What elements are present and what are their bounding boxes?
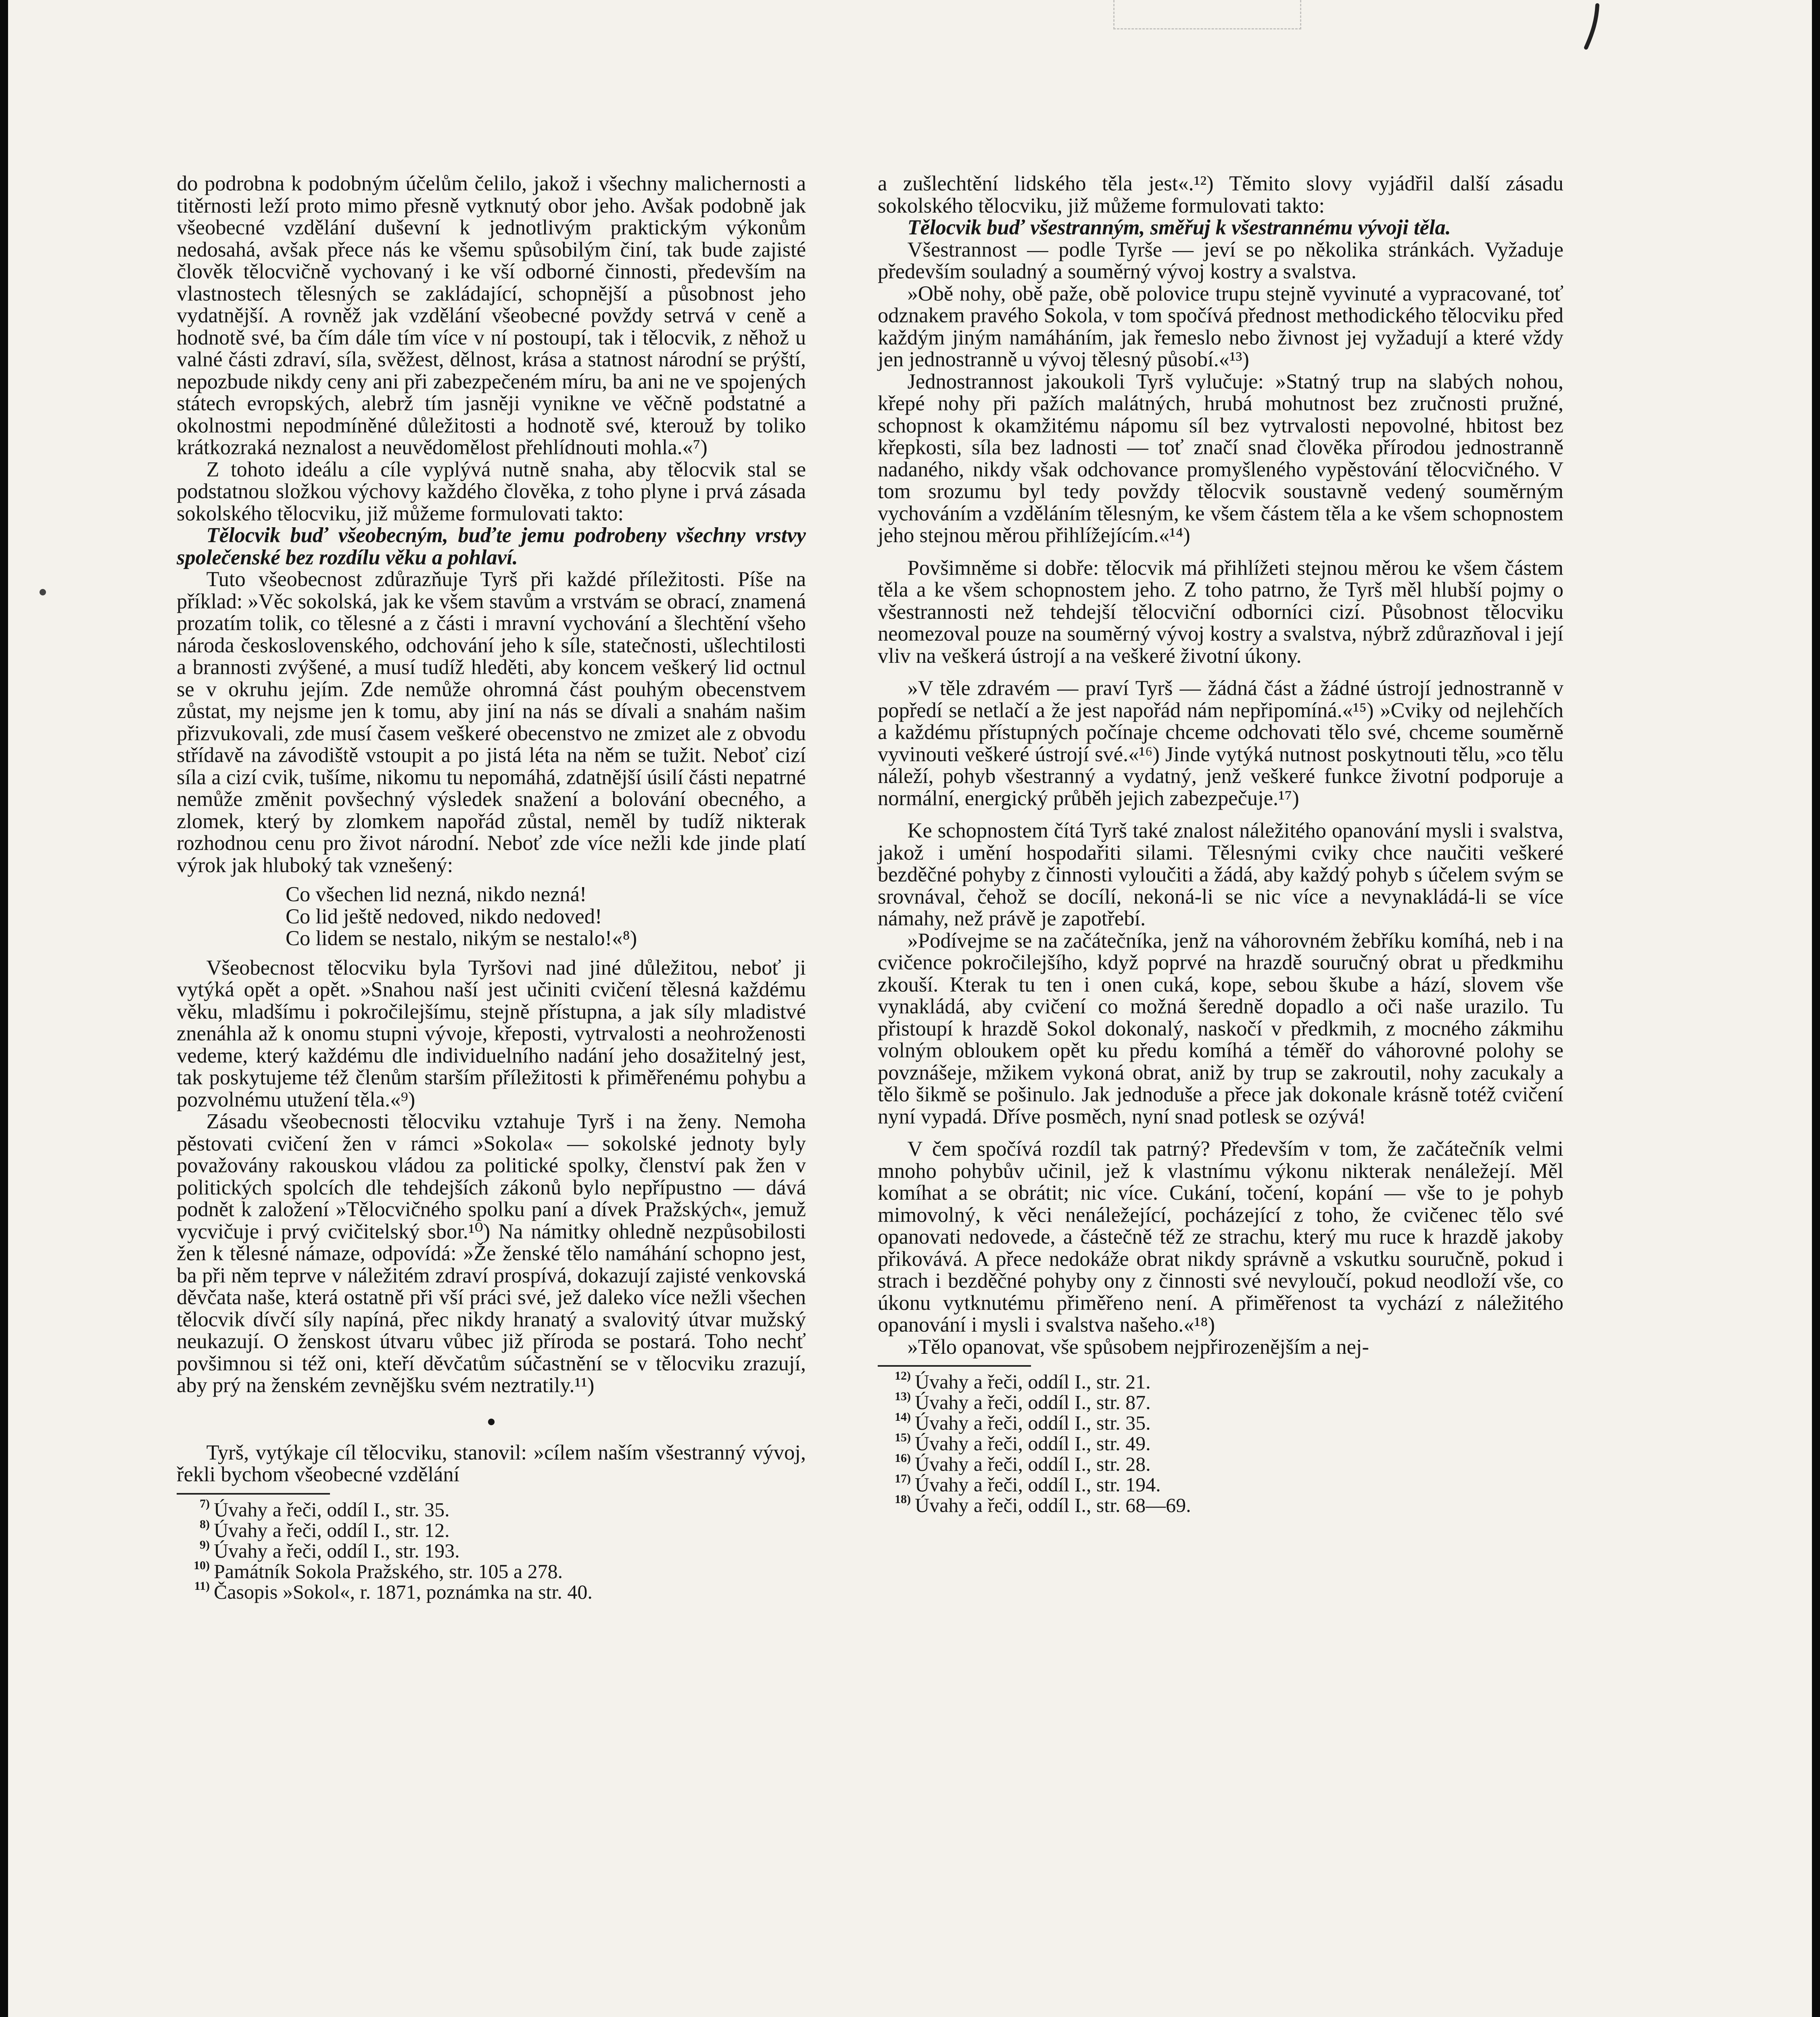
right-column [878, 173, 1563, 1516]
footnote: 9) Úvahy a řeči, oddíl I., str. 193. [200, 1538, 460, 1562]
paragraph: »Podívejme se na začátečníka, jenž na váhorovném žebříku komíhá, neb i na cvičence pokročilejšího, když poprvé na hrazdě souručný obrat u předkmihu zkouší. Kterak tu ten i onen cuká, kope, sebou škube a hází, slovem vše vynakládá, aby cvičení co možná šeredně dopadlo a oči naše urazilo. Tu přistoupí k hrazdě Sokol dokonalý, naskočí v předkmih, z mocného zákmihu volným obloukem opět ku předu komíhá a téměř do váhorovné polohy se povznášeje, mžikem vykoná obrat, aniž by trup se zakroutil, nohy zacukaly a tělo šikmě se pošinulo. Jak jednoduše a přece jak dokonale krásně totéž cvičení nyní vypadá. Dříve posměch, nyní snad potlesk se ozývá! [878, 929, 1563, 1128]
paragraph: »Obě nohy, obě paže, obě polovice trupu stejně vyvinuté a vypracované, toť odznakem pravého Sokola, v tom spočívá přednost methodického tělocviku před každým jiným namáháním, jak řemeslo nebo živnost jej vyžadují a které vždy jen jednostranně u vývoj tělesný působí.«¹³) [878, 282, 1563, 371]
margin-speck [40, 589, 46, 595]
footnote: 12) Úvahy a řeči, oddíl I., str. 21. [895, 1369, 1151, 1393]
footnotes [177, 1499, 806, 1602]
corner-pen-mark [1581, 3, 1605, 52]
footnote: 10) Památník Sokola Pražského, str. 105 a 278. [194, 1558, 563, 1583]
paragraph: Všestrannost — podle Tyrše — jeví se po několika stránkách. Vyžaduje především souladný a souměrný vývoj kostry a svalstva. [878, 238, 1563, 283]
footnote-rule [878, 1365, 1031, 1367]
paragraph: Tuto všeobecnost zdůrazňuje Tyrš při každé příležitosti. Píše na příklad: »Věc sokolská, jak ke všem stavům a vrstvám se obrací, znamená prozatím tolik, co tělesné a z části i mravní vychování a šlechtění všeho národa československého, odchování jeho k síle, statečnosti, ušlechtilosti a brannosti zvýšené, a musí tudíž hleděti, aby koncem veškerý lid octnul se v okruhu jejím. Zde nemůže ohromná část pouhým obecenstvem zůstat, my nejsme jen k tomu, aby jiní na nás se dívali a snahám našim přizvukovali, zde musí časem veškeré obecenstvo ne zmizet ale z obvodu střídavě na závodiště vstoupit a po jistá léta na něm se tužit. Neboť cizí síla a cizí cvik, tušíme, nikomu tu nepomáhá, zdatnější úsilí části nepatrné nemůže změnit povšechný výsledek snažení a bolování obecného, a zlomek, který by zlomkem napořád zůstal, neměl by tudíž nikterak rozhodnou cenu pro život národní. Neboť zde více nežli kde jinde platí výrok jak hluboký tak vznešený: [177, 568, 806, 877]
footnote-rule [177, 1493, 330, 1495]
paragraph: Jednostrannost jakoukoli Tyrš vylučuje: »Statný trup na slabých nohou, křepé nohy při pažích malátných, hrubá mohutnost bez zručnosti pružné, schopnost k okamžitému nápomu síl bez vytrvalosti nepovolné, hbitost bez křepkosti, síla bez ladnosti — toť značí snad člověka přírodou jednostranně nadaného, nikdy však odchovance promyšleného vypěstování tělocvičného. V tom srozumu byl tedy povždy tělocvik soustavně vedený souměrným vychováním a vzděláním tělesným, ke všem částem těla a ke všem schopnostem jeho stejnou měrou přihlížejícím.«¹⁴) [878, 370, 1563, 547]
verse-line: Co lidem se nestalo, nikým se nestalo!«⁸) [286, 927, 637, 950]
verse-line: Co všechen lid nezná, nikdo nezná! [286, 883, 587, 906]
footnote: 8) Úvahy a řeči, oddíl I., str. 12. [200, 1517, 450, 1541]
footnotes [878, 1369, 1563, 1516]
verse-line: Co lid ještě nedoved, nikdo nedoved! [286, 904, 602, 928]
left-column [177, 173, 806, 1602]
footnote: 14) Úvahy a řeči, oddíl I., str. 35. [895, 1410, 1151, 1434]
paragraph: a zušlechtění lidského těla jest«.¹²) Těmito slovy vyjádřil další zásadu sokolského tělocviku, již můžeme formulovati takto: [878, 172, 1563, 217]
paragraph: V čem spočívá rozdíl tak patrný? Především v tom, že začátečník velmi mnoho pohybův učinil, jež k vlastnímu výkonu nikterak nenáležejí. Měl komíhat a se obrátit; nic více. Cukání, točení, kopání — vše to je pohyb mimovolný, k věci nenáležející, pocházející z toho, že cvičenec tělo své opanovati nedovede, a částečně též ze strachu, který mu ruce k hrazdě jakoby přikovává. A přece nedokáže obrat nikdy správně a vskutku souručně, pokud i strach i bezděčné pohyby ony z činnosti své nevyloučí, pokud neodloží vše, co úkonu vytknutému přiměřeno není. A přiměřenost ta vychází z náležitého opanování i mysli i svalstva našeho.«¹⁸) [878, 1137, 1563, 1336]
paragraph: Povšimněme si dobře: tělocvik má přihlížeti stejnou měrou ke všem částem těla a ke všem schopnostem jeho. Z toho patrno, že Tyrš měl hlubší pojmy o všestrannosti než tehdejší tělocviční odborníci cizí. Působnost tělocviku neomezoval pouze na souměrný vývoj kostry a svalstva, nýbrž zdůrazňoval i její vliv na veškerá ústrojí a na veškeré životní úkony. [878, 556, 1563, 668]
footnote: 17) Úvahy a řeči, oddíl I., str. 194. [895, 1472, 1161, 1496]
footnote: 13) Úvahy a řeči, oddíl I., str. 87. [895, 1390, 1151, 1414]
footnote: 7) Úvahy a řeči, oddíl I., str. 35. [200, 1497, 450, 1521]
principle-statement: Tělocvik buď všeobecným, buďte jemu podrobeny všechny vrstvy společenské bez rozdílu věku a pohlaví. [177, 524, 806, 569]
footnote: 15) Úvahy a řeči, oddíl I., str. 49. [895, 1431, 1151, 1455]
verse-quote [177, 883, 806, 950]
paragraph: »V těle zdravém — praví Tyrš — žádná část a žádné ústrojí jednostranně v popředí se netlačí a že jest napořád nám nepřipomíná.«¹⁵) »Cviky od nejlehčích a každému přístupných počínaje chceme odchovati tělo své, chceme souměrně vyvinouti veškeré ústrojí své.«¹⁶) Jinde vytýká nutnost poskytnouti tělu, »co tělu náleží, pohyb všestranný a vydatný, jenž veškeré funkce životní podporuje a normální, energický průběh jejich zabezpečuje.¹⁷) [878, 677, 1563, 810]
paragraph: Z tohoto ideálu a cíle vyplývá nutně snaha, aby tělocvik stal se podstatnou složkou výchovy každého člověka, z toho plyne i prvá zásada sokolského tělocviku, již můžeme formulovati takto: [177, 457, 806, 525]
footnote: 18) Úvahy a řeči, oddíl I., str. 68—69. [895, 1493, 1191, 1516]
paragraph: do podrobna k podobným účelům čelilo, jakož i všechny malichernosti a titěrnosti leží proto mimo přesně vytknutý obor jeho. Avšak podobně jak všeobecné vzdělání duševní k jednotlivým praktickým výkonům nedosahá, avšak přece nás ke všemu spůsobilým činí, tak bude zajisté člověk tělocvičně vychovaný i ke vší odborné činnosti, především na vlastnostech tělesných se zakládající, schopnější a působnost jeho vydatnější. A rovněž jak vzdělání všeobecné povždy setrvá v ceně a hodnotě své, ba čím dále tím více v ní postoupí, tak i tělocvik, z něhož u valné části zdraví, síla, svěžest, dělnost, krása a statnost národní se prýští, nepozbude nikdy ceny ani při zabezpečeném míru, ba ani ne ve spojených státech evropských, alebrž tím jasněji vynikne ve věčně podstatné a okolnostmi nepodmíněné důležitosti a hodnotě své, kterouž by toliko krátkozraká neznalost a neuvědomělost přehlídnouti mohla.«⁷) [177, 172, 806, 459]
paragraph: Všeobecnost tělocviku byla Tyršovi nad jiné důležitou, neboť ji vytýká opět a opět. »Snahou naší jest učiniti cvičení tělesná každému věku, mladšímu i pokročilejšímu, stejně přístupna, a jak síly mladistvé znenáhla až k onomu stupni vývoje, křeposti, vytrvalosti a neohroženosti vedeme, který každému dle individuelního nadání jeho dosažitelný jest, tak poskytujeme též členům starším příležitosti k přiměřenému pohybu a pozvolnému utužení těla.«⁹) [177, 956, 806, 1111]
paragraph: Zásadu všeobecnosti tělocviku vztahuje Tyrš i na ženy. Nemoha pěstovati cvičení žen v rámci »Sokola« — sokolské jednoty byly považovány rakouskou vládou za politické spolky, členství pak žen v politických spolcích dle tehdejších zákonů bylo nepřípustno — dává podnět k založení »Tělocvičného spolku paní a dívek Pražských«, jemuž vycvičuje i prvý cvičitelský sbor.¹⁰) Na námitky ohledně nezpůsobilosti žen k tělesné námaze, odpovídá: »Že ženské tělo namáhání schopno jest, ba při něm teprve v náležitém zdraví prospívá, dokazují zajisté venkovská děvčata naše, která ostatně při vší práci své, jež daleko více nežli všechen tělocvik dívčí síly napíná, přec nikdy hranatý a svalovitý útvar mužský neukazují. O ženskost útvaru vůbec již příroda se postará. Toho nechť povšimnou si též oni, kteří děvčatům súčastnění se v tělocviku zrazují, aby prý na ženském zevnějšku svém neztratily.¹¹) [177, 1110, 806, 1397]
library-stamp-mark [1113, 0, 1301, 29]
document-page [8, 0, 1812, 2017]
paragraph: Ke schopnostem čítá Tyrš také znalost náležitého opanování mysli i svalstva, jakož i umění hospodařiti silami. Tělesnými cviky chce naučiti veškeré bezděčné pohyby z činnosti vyloučiti a žádá, aby každý pohyb s účelem svým se srovnával, čehož se docílí, nekoná-li se nic více a nevynakládá-li se více námahy, než právě je zapotřebí. [878, 819, 1563, 930]
paragraph: Tyrš, vytýkaje cíl tělocviku, stanovil: »cílem naším všestranný vývoj, řekli bychom všeobecné vzdělání [177, 1441, 806, 1486]
footnote: 16) Úvahy a řeči, oddíl I., str. 28. [895, 1451, 1151, 1475]
footnote: 11) Časopis »Sokol«, r. 1871, poznámka na str. 40. [194, 1579, 593, 1603]
principle-statement: Tělocvik buď všestranným, směřuj k všestrannému vývoji těla. [907, 216, 1451, 239]
paragraph: »Tělo opanovat, vše spůsobem nejpřirozenějším a nej- [907, 1335, 1369, 1359]
section-separator: • [487, 1408, 496, 1435]
